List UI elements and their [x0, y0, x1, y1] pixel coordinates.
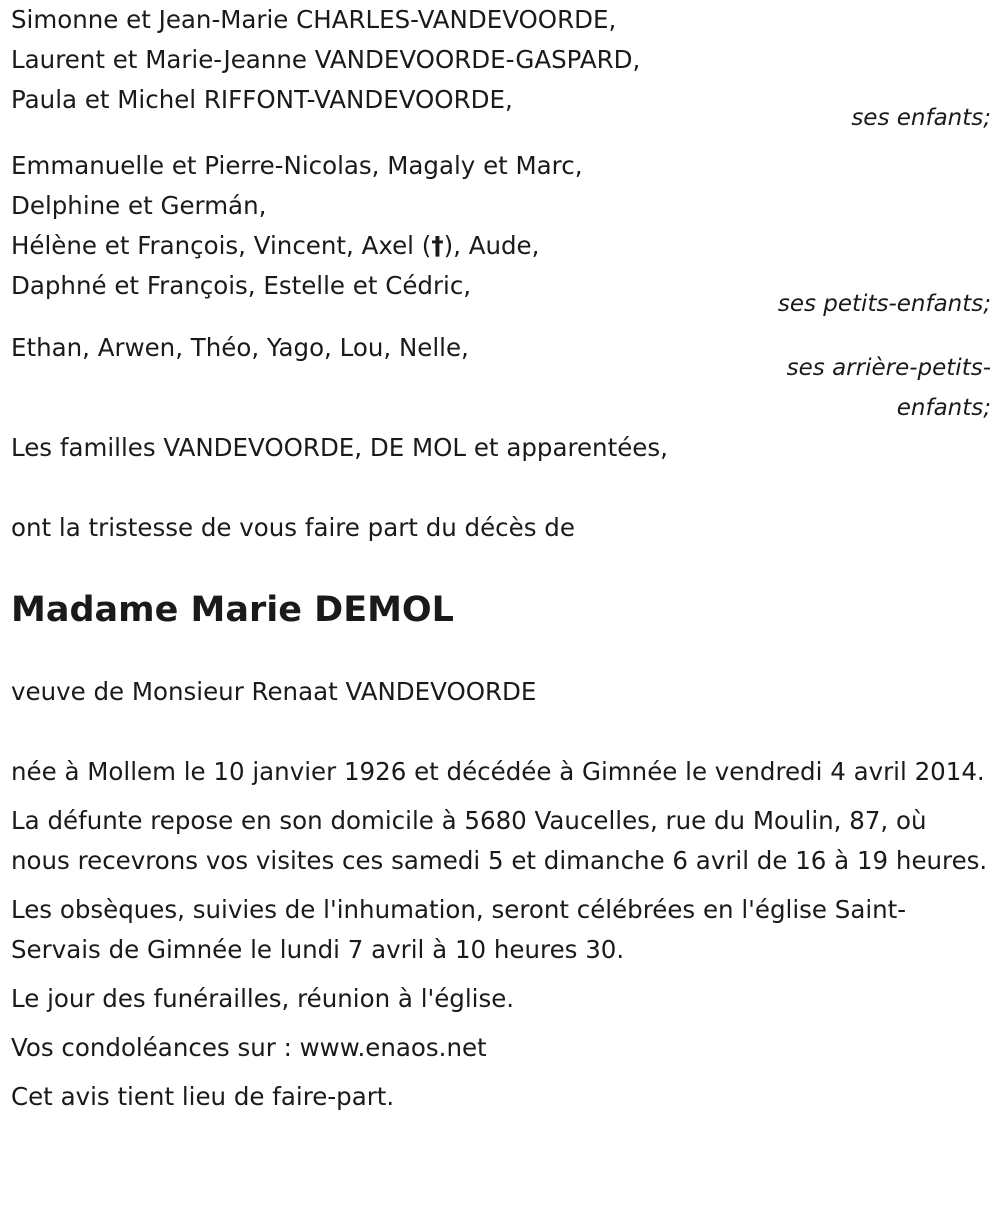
announcement-line: ont la tristesse de vous faire part du décès de: [11, 513, 575, 542]
grandchildren-text: Hélène et François, Vincent, Axel (: [11, 231, 432, 260]
birth-death-paragraph: née à Mollem le 10 janvier 1926 et décédée à Gimnée le vendredi 4 avril 2014.: [11, 757, 985, 786]
grandchildren-line: Emmanuelle et Pierre-Nicolas, Magaly et Marc,: [11, 151, 583, 180]
widow-of-line: veuve de Monsieur Renaat VANDEVOORDE: [11, 677, 537, 706]
grandchildren-line-with-cross: [11, 226, 991, 266]
gathering-paragraph: Le jour des funérailles, réunion à l'église.: [11, 984, 515, 1013]
children-line: Laurent et Marie-Jeanne VANDEVOORDE-GASPARD,: [11, 45, 641, 74]
great-grandchildren-line: Ethan, Arwen, Théo, Yago, Lou, Nelle,: [11, 333, 469, 362]
children-role: ses enfants;: [851, 105, 991, 131]
obituary-notice: [11, 0, 991, 1117]
children-block: [11, 0, 991, 138]
condolences-paragraph: Vos condoléances sur : www.enaos.net: [11, 1033, 487, 1062]
notice-paragraph: Cet avis tient lieu de faire-part.: [11, 1082, 395, 1111]
children-line: Paula et Michel RIFFONT-VANDEVOORDE,: [11, 85, 513, 114]
grandchildren-line: Daphné et François, Estelle et Cédric,: [11, 271, 472, 300]
funeral-paragraph: Les obsèques, suivies de l'inhumation, seront célébrées en l'église Saint-Servais de Gimnée le lundi 7 avril à 10 heures 30.: [11, 895, 907, 964]
visitation-paragraph: La défunte repose en son domicile à 5680 Vaucelles, rue du Moulin, 87, où nous recevrons vos visites ces samedi 5 et dimanche 6 avril de 16 à 19 heures.: [11, 806, 988, 875]
children-line: Simonne et Jean-Marie CHARLES-VANDEVOORDE,: [11, 5, 617, 34]
families-line: Les familles VANDEVOORDE, DE MOL et apparentées,: [11, 433, 668, 462]
great-grandchildren-role: enfants;: [896, 395, 991, 421]
grandchildren-text: ), Aude,: [443, 231, 540, 260]
great-grandchildren-block: [11, 328, 991, 428]
grandchildren-block: [11, 146, 991, 324]
deceased-name: Madame Marie DEMOL: [11, 590, 454, 630]
grandchildren-role: ses petits-enfants;: [777, 291, 991, 317]
grandchildren-line: Delphine et Germán,: [11, 191, 267, 220]
great-grandchildren-role: ses arrière-petits-: [786, 355, 991, 381]
cross-icon: †: [431, 231, 444, 260]
